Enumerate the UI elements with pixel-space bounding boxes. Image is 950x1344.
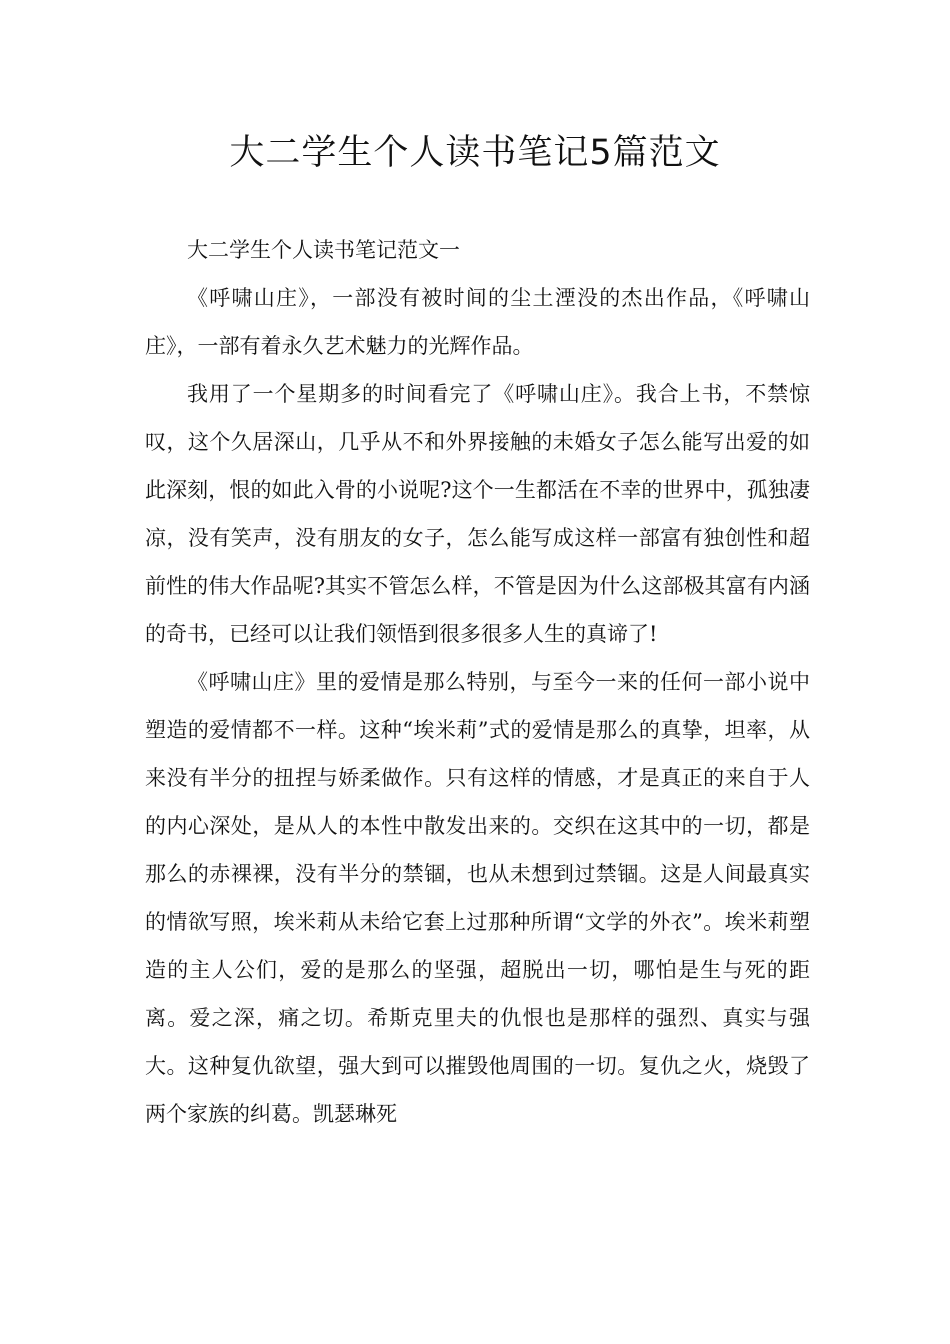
- section-heading: 大二学生个人读书笔记范文一: [187, 238, 460, 262]
- paragraph: 我用了一个星期多的时间看完了《呼啸山庄》。我合上书，不禁惊叹，这个久居深山，几乎从不和外界接触的未婚女子怎么能写出爱的如此深刻，恨的如此入骨的小说呢?这个一生都活在不幸的世界中，孤独凄凉，没有笑声，没有朋友的女子，怎么能写成这样一部富有独创性和超前性的伟大作品呢?其实不管怎么样，不管是因为什么这部极其富有内涵的奇书，已经可以让我们领悟到很多很多人生的真谛了!: [145, 382, 810, 646]
- paragraph: 《呼啸山庄》，一部没有被时间的尘土湮没的杰出作品，《呼啸山庄》，一部有着永久艺术魅力的光辉作品。: [145, 286, 810, 358]
- document-body: [145, 226, 810, 1138]
- paragraph: 《呼啸山庄》里的爱情是那么特别，与至今一来的任何一部小说中塑造的爱情都不一样。这种“埃米莉”式的爱情是那么的真挚，坦率，从来没有半分的扭捏与娇柔做作。只有这样的情感，才是真正的来自于人的内心深处，是从人的本性中散发出来的。交织在这其中的一切，都是那么的赤裸裸，没有半分的禁锢，也从未想到过禁锢。这是人间最真实的情欲写照，埃米莉从未给它套上过那种所谓“文学的外衣”。埃米莉塑造的主人公们，爱的是那么的坚强，超脱出一切，哪怕是生与死的距离。爱之深，痛之切。希斯克里夫的仇恨也是那样的强烈、真实与强大。这种复仇欲望，强大到可以摧毁他周围的一切。复仇之火，烧毁了两个家族的纠葛。凯瑟琳死: [145, 670, 810, 1126]
- document-title: 大二学生个人读书笔记5篇范文: [229, 133, 721, 173]
